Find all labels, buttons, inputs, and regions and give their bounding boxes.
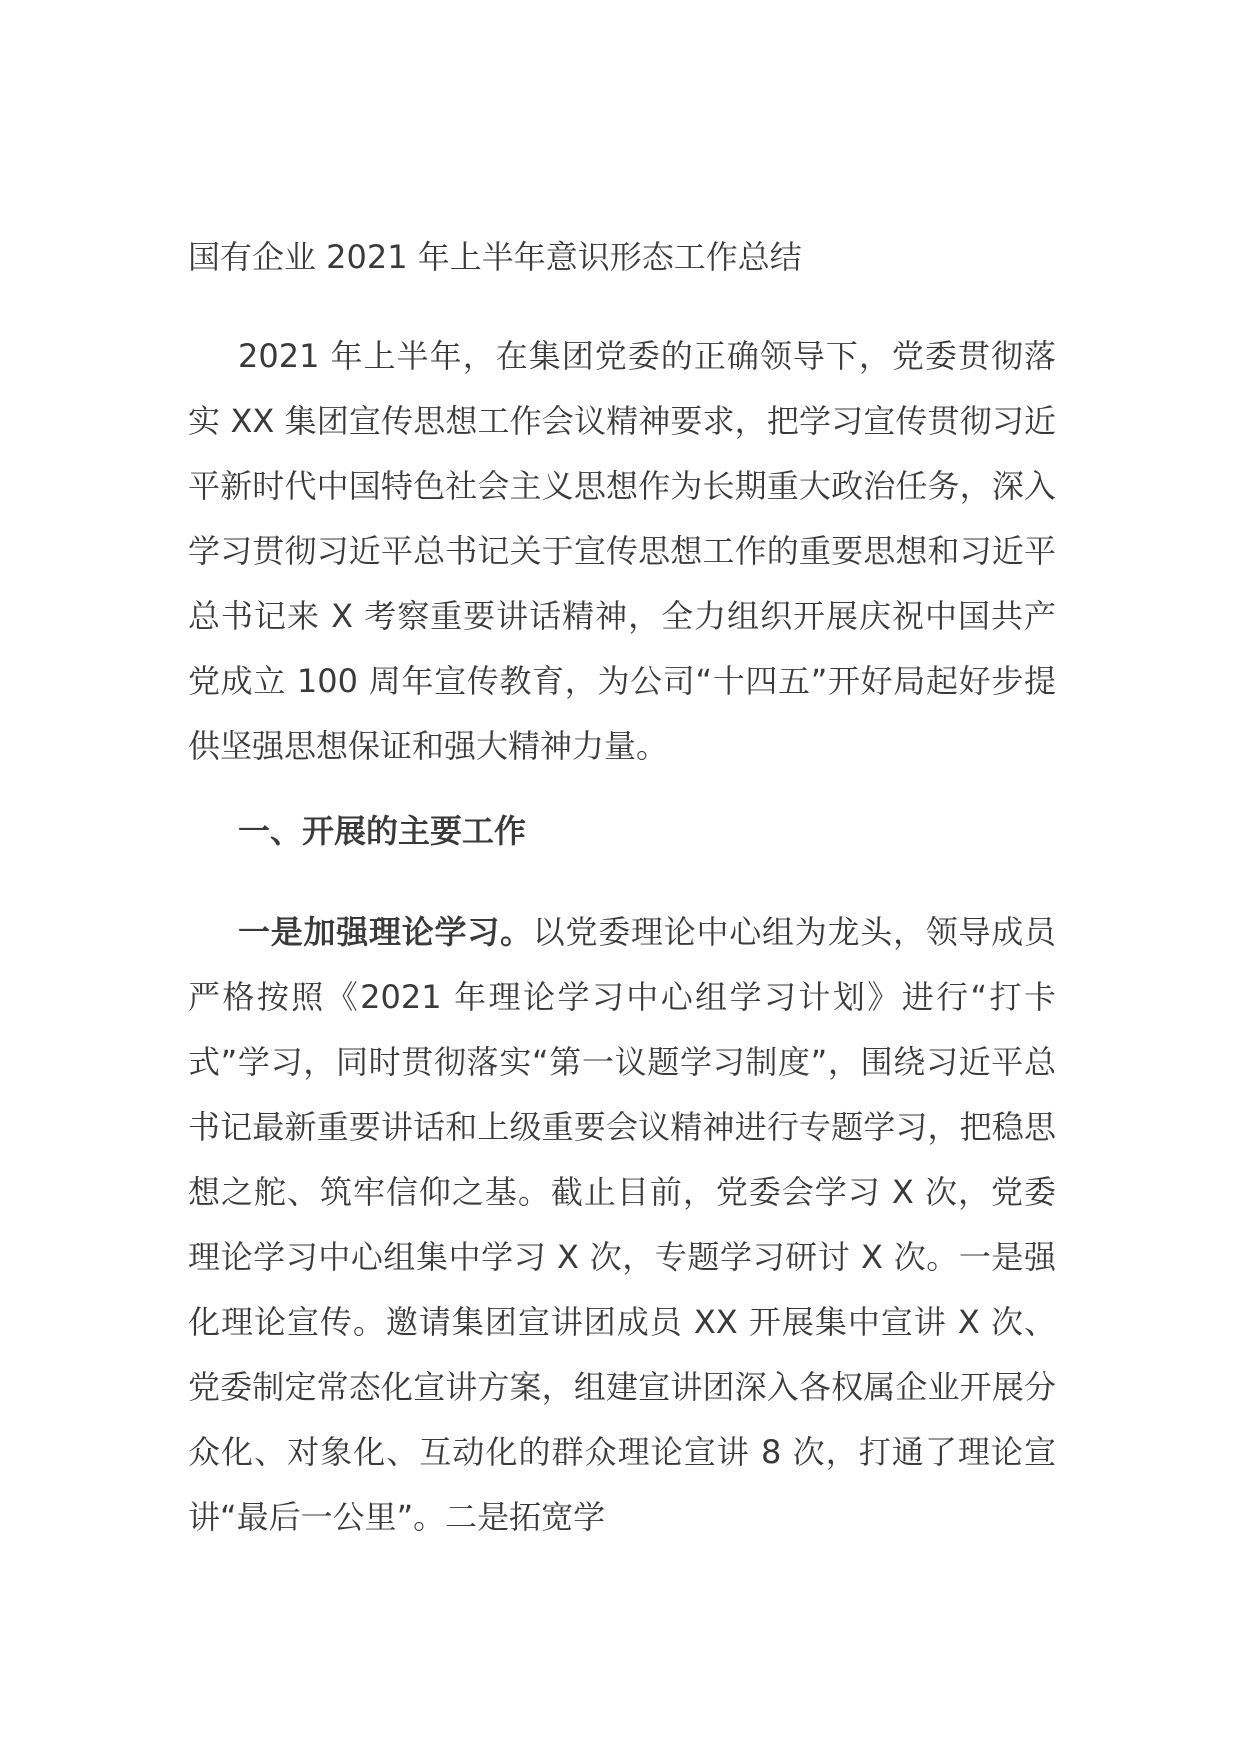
section-heading: 一、开展的主要工作 xyxy=(238,812,527,850)
item-one-paragraph xyxy=(188,900,1056,1550)
item-one-lead: 一是加强理论学习。 xyxy=(238,913,533,951)
document-title: 国有企业 2021 年上半年意识形态工作总结 xyxy=(188,238,802,276)
intro-paragraph: 2021 年上半年，在集团党委的正确领导下，党委贯彻落实 XX 集团宣传思想工作会议精神要求，把学习宣传贯彻习近平新时代中国特色社会主义思想作为长期重大政治任务，深入学习贯彻习近平总书记关于宣传思想工作的重要思想和习近平总书记来 X 考察重要讲话精神，全力组织开展庆祝中国共产党成立 100 周年宣传教育，为公司“十四五”开好局起好步提供坚强思想保证和强大精神力量。 xyxy=(188,337,1056,765)
item-one-body: 以党委理论中心组为龙头，领导成员严格按照《2021 年理论学习中心组学习计划》进行“打卡式”学习，同时贯彻落实“第一议题学习制度”，围绕习近平总书记最新重要讲话和上级重要会议精神进行专题学习，把稳思想之舵、筑牢信仰之基。截止目前，党委会学习 X 次，党委理论学习中心组集中学习 X 次，专题学习研讨 X 次。一是强化理论宣传。邀请集团宣讲团成员 XX 开展集中宣讲 X 次、党委制定常态化宣讲方案，组建宣讲团深入各权属企业开展分众化、对象化、互动化的群众理论宣讲 8 次，打通了理论宣讲“最后一公里”。二是拓宽学 xyxy=(188,913,1056,1536)
